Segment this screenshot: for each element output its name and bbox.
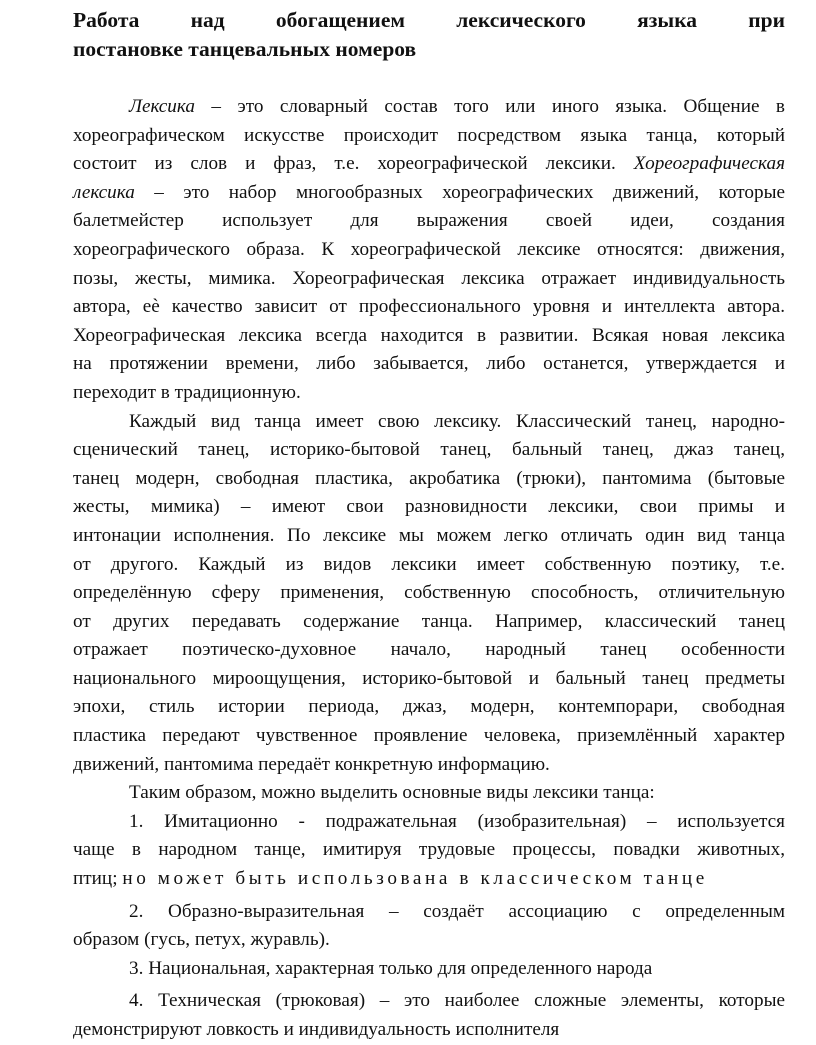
text-line: 2. Образно-выразительная – создаёт ассоциацию с определенным (129, 900, 785, 922)
text-line: Таким образом, можно выделить основные виды лексики танца: (129, 782, 655, 804)
text-line: хореографического образа. К хореографической лексике относятся: движения, (73, 238, 785, 260)
text-line: сценический танец, историко-бытовой танец, бальный танец, джаз танец, (73, 439, 785, 461)
paragraph-dance-types (73, 408, 785, 780)
text-line: хореографическом искусстве происходит посредством языка танца, который (73, 124, 785, 146)
title-line-1: Работа над обогащением лексического языка при (73, 8, 785, 32)
title-line-2: постановке танцевальных номеров (73, 36, 417, 61)
document-body (73, 93, 785, 1045)
text-line: национального мироощущения, историко-бытовой и бальный танец предметы (73, 667, 785, 689)
text-line: 1. Имитационно - подражательная (изобразительная) – используется (129, 810, 785, 832)
paragraph-lexicon-definition (73, 93, 785, 408)
term-choreographic-lexicon-cont: лексика (73, 181, 135, 203)
list-item (73, 898, 785, 955)
list-item (73, 808, 785, 894)
text-line: состоит из слов и фраз, т.е. хореографической лексики. Хореографическая (73, 153, 785, 175)
text-line: 4. Техническая (трюковая) – это наиболее сложные элементы, которые (129, 990, 785, 1012)
paragraph-summary (73, 779, 785, 808)
text-line: чаще в народном танце, имитируя трудовые процессы, повадки животных, (73, 839, 785, 861)
text-line: автора, еѐ качество зависит от профессионального уровня и интеллекта автора. (73, 296, 785, 318)
text-line: на протяжении времени, либо забывается, либо останется, утверждается и (73, 353, 785, 375)
text-line: птиц; но может быть использована в классическом танце (73, 868, 708, 890)
term-choreographic-lexicon: Хореографическая (633, 153, 785, 175)
text-line: от других передавать содержание танца. Например, классический танец (73, 610, 785, 632)
list-item (73, 955, 785, 984)
text-line: позы, жесты, мимика. Хореографическая лексика отражает индивидуальность (73, 267, 785, 289)
document-title (73, 6, 785, 63)
text-line: Лексика – это словарный состав того или иного языка. Общение в (129, 96, 785, 117)
text-line: движений, пантомима передаёт конкретную информацию. (73, 753, 550, 775)
text-line: танец модерн, свободная пластика, акробатика (трюки), пантомима (бытовые (73, 467, 785, 489)
text-line: от другого. Каждый из видов лексики имеет собственную поэтику, т.е. (73, 553, 785, 575)
text-line: отражает поэтическо-духовное начало, народный танец особенности (73, 639, 785, 661)
term-lexicon: Лексика (129, 96, 195, 117)
text-line: интонации исполнения. По лексике мы можем легко отличать один вид танца (73, 524, 785, 546)
text-line: переходит в традиционную. (73, 381, 301, 403)
list-item (73, 987, 785, 1044)
text-line: демонстрируют ловкость и индивидуальность исполнителя (73, 1019, 560, 1040)
text-line: жесты, мимика) – имеют свои разновидности лексики, свои примы и (73, 496, 785, 518)
text-line: 3. Национальная, характерная только для определенного народа (129, 957, 653, 979)
text-line: определённую сферу применения, собственную способность, отличительную (73, 582, 785, 604)
text-line: пластика передают чувственное проявление человека, приземлённый характер (73, 725, 785, 747)
text-line: лексика – это набор многообразных хореографических движений, которые (73, 181, 785, 203)
list-lexicon-kinds (73, 808, 785, 1045)
text-line: Хореографическая лексика всегда находится в развитии. Всякая новая лексика (73, 324, 785, 346)
text-line: эпохи, стиль истории периода, джаз, модерн, контемпорари, свободная (73, 696, 785, 718)
text-line: образом (гусь, петух, журавль). (73, 929, 330, 951)
text-line: Каждый вид танца имеет свою лексику. Классический танец, народно- (129, 410, 785, 432)
spaced-text: но может быть использована в классическом танце (122, 868, 708, 890)
text-line: балетмейстер использует для выражения своей идеи, создания (73, 210, 785, 232)
